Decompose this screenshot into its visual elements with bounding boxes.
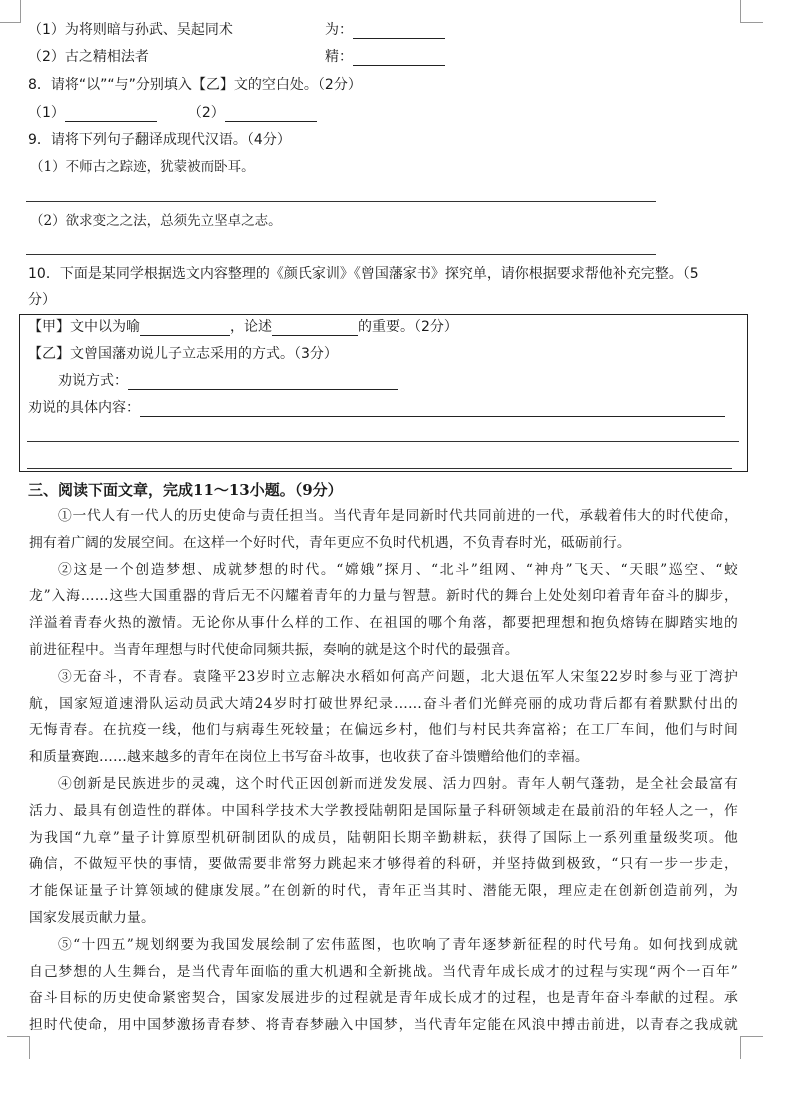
- answer-blank[interactable]: [65, 107, 157, 122]
- article-line: ②这是一个创造梦想、成就梦想的时代。“嫦娥”探月、“北斗”组网、“神舟”飞天、“天眼”巡空、“蛟: [58, 562, 738, 578]
- answer-blank[interactable]: [140, 321, 230, 336]
- article-line: 无悔青春。在抗疫一线，他们与病毒生死较量；在偏远乡村，他们与村民共奔富裕；在工厂车间，他们与时间: [29, 722, 738, 738]
- q10-stem-line-2: 分）: [28, 292, 56, 308]
- article-line: 航，国家短道速滑队运动员武大靖24岁时打破世界纪录……奋斗者们光鲜亮丽的成功背后都有着默默付出的: [29, 696, 738, 712]
- q8-answers: （1） （2）: [28, 104, 317, 122]
- section-3-heading: 三、阅读下面文章，完成11～13小题。（9分）: [28, 481, 343, 499]
- crop-mark-bottom-left: [7, 1036, 30, 1059]
- article-line: 洋溢着青春火热的激情。无论你从事什么样的工作、在祖国的哪个角落，都要把理想和抱负熔铸在脚踏实地的: [29, 615, 738, 631]
- article-line: 和质量赛跑……越来越多的青年在岗位上书写奋斗故事，也收获了奋斗馈赠给他们的幸福。: [29, 749, 589, 765]
- answer-blank[interactable]: [128, 375, 398, 390]
- article-line: ⑤“十四五”规划纲要为我国发展绘制了宏伟蓝图，也吹响了青年逐梦新征程的时代号角。如何找到成就: [58, 937, 738, 953]
- q9-sentence-1: （1）不师古之踪迹，犹蒙被而卧耳。: [30, 159, 255, 175]
- answer-line[interactable]: [27, 441, 739, 442]
- article-line: 国家发展贡献力量。: [29, 910, 155, 926]
- crop-mark-top-right: [740, 0, 763, 23]
- answer-blank[interactable]: [353, 24, 445, 39]
- q7-item-2-text: （2）古之精相法者: [28, 49, 149, 65]
- article-line: ③无奋斗，不青春。袁隆平23岁时立志解决水稻如何高产问题，北大退伍军人宋玺22岁时参与亚丁湾护: [58, 669, 738, 685]
- q7-item-1-answer: 为：: [325, 21, 445, 39]
- jia-row: 【甲】文中以为喻 ，论述 的重要。（2分）: [28, 319, 458, 335]
- q9-stem: 9．请将下列句子翻译成现代汉语。（4分）: [28, 132, 291, 148]
- article-line: ④创新是民族进步的灵魂，这个时代正因创新而迸发发展、活力四射。青年人朝气蓬勃，是全社会最富有: [58, 776, 738, 792]
- article-line: 前进征程中。当青年理想与时代使命同频共振，奏响的就是这个时代的最强音。: [29, 642, 519, 658]
- answer-blank[interactable]: [353, 51, 445, 66]
- article-line: ①一代人有一代人的历史使命与责任担当。当代青年是同新时代共同前进的一代，承载着伟大的时代使命，: [58, 508, 738, 524]
- crop-mark-bottom-right: [740, 1036, 763, 1059]
- article-line: 才能保证量子计算领域的健康发展。”在创新的时代，青年正当其时、潜能无限，理应走在创新创造前列，为: [29, 883, 738, 899]
- article-line: 拥有着广阔的发展空间。在这样一个好时代，青年更应不负时代机遇，不负青春时光，砥砺前行。: [29, 535, 631, 551]
- answer-blank[interactable]: [272, 321, 358, 336]
- crop-mark-top-left: [0, 0, 21, 23]
- article-line: 确信，不做短平快的事情，要做需要非常努力跳起来才够得着的科研，并坚持做到极致，“只有一步一步走，: [29, 856, 738, 872]
- answer-line[interactable]: [26, 201, 656, 202]
- content-row: 劝说的具体内容：: [28, 399, 725, 417]
- article-line: 龙”入海……这些大国重器的背后无不闪耀着青年的力量与智慧。新时代的舞台上处处刻印着青年奋斗的脚步，: [29, 588, 738, 604]
- article-line: 奋斗目标的历史使命紧密契合，国家发展进步的过程就是青年成长成才的过程，也是青年奋斗奉献的过程。承: [29, 990, 738, 1006]
- yi-row: 【乙】文曾国藩劝说儿子立志采用的方式。（3分）: [28, 346, 338, 362]
- article-line: 自己梦想的人生舞台，是当代青年面临的重大机遇和全新挑战。当代青年成长成才的过程与实现“两个一百年”: [29, 964, 738, 980]
- q7-item-2-answer: 精：: [325, 48, 445, 66]
- q9-sentence-2: （2）欲求变之之法，总须先立坚卓之志。: [30, 213, 282, 229]
- answer-blank[interactable]: [140, 402, 725, 417]
- article-line: 活力、最具有创造性的群体。中国科学技术大学教授陆朝阳是国际量子科研领域走在最前沿的年轻人之一，作: [29, 803, 738, 819]
- method-row: 劝说方式：: [58, 372, 398, 390]
- q7-item-1-text: （1）为将则暗与孙武、吴起同术: [28, 22, 233, 38]
- worksheet-box: [19, 314, 748, 472]
- q8-stem: 8．请将“以”“与”分别填入【乙】文的空白处。（2分）: [28, 77, 362, 93]
- answer-line[interactable]: [26, 254, 656, 255]
- q7-item-1: [28, 21, 233, 39]
- answer-line[interactable]: [27, 468, 732, 469]
- answer-blank[interactable]: [225, 107, 317, 122]
- q10-stem-line-1: 10．下面是某同学根据选文内容整理的《颜氏家训》《曾国藩家书》探究单，请你根据要求帮他补充完整。（5: [28, 266, 699, 282]
- article-line: 为我国“九章”量子计算原型机研制团队的成员，陆朝阳长期辛勤耕耘，获得了国际上一系列重量级奖项。他: [29, 830, 738, 846]
- q7-item-2: [28, 48, 149, 66]
- article-line: 担时代使命，用中国梦激扬青春梦、将青春梦融入中国梦，当代青年定能在风浪中搏击前进，以青春之我成就: [29, 1017, 738, 1033]
